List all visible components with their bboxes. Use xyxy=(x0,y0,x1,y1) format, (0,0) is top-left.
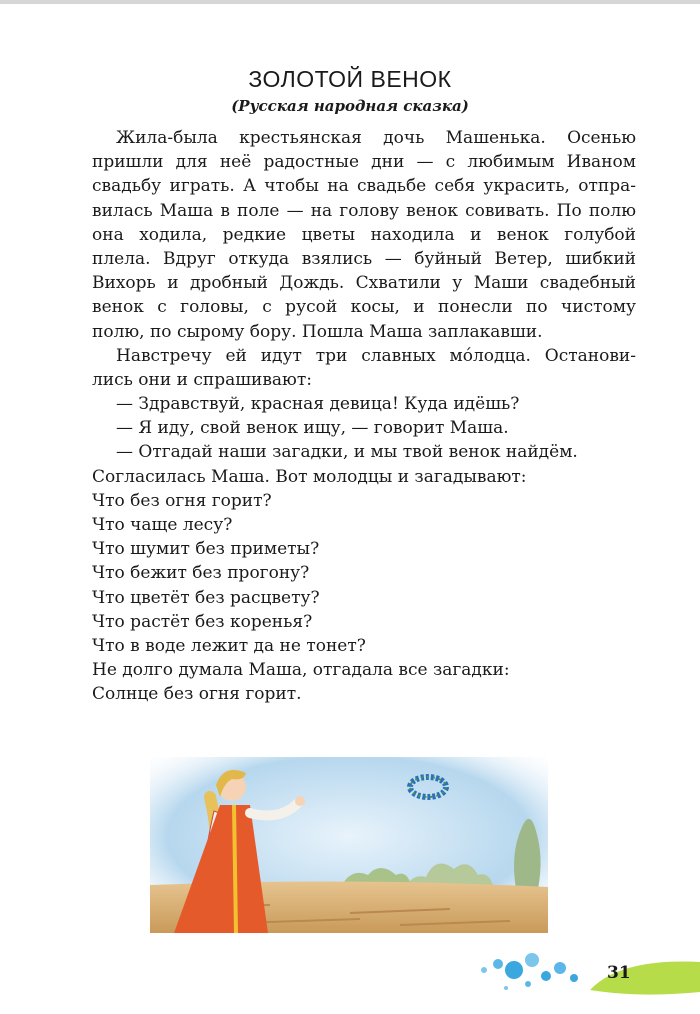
text-line: вилась Маша в поле — на голову венок совивать. По полю xyxy=(92,200,636,221)
riddle-line: Что в воде лежит да не тонет? xyxy=(92,635,366,656)
text-line: плела. Вдруг откуда взялись — буйный Ветер, шибкий xyxy=(92,248,636,269)
sarafan-pattern xyxy=(234,805,236,933)
riddle-line: Что шумит без приметы? xyxy=(92,539,320,560)
text-line: венок с головы, с русой косы, и понесли по чистому xyxy=(92,297,636,318)
text-line: Не долго думала Маша, отгадала все загадки: xyxy=(92,660,510,681)
decorative-dots xyxy=(470,948,700,1008)
text-line: она ходила, редкие цветы находила и венок голубой xyxy=(92,224,636,245)
text-line: Согласилась Маша. Вот молодцы и загадывают: xyxy=(92,466,527,487)
hand xyxy=(295,796,305,806)
top-rule xyxy=(0,0,700,4)
dialogue-line: — Я иду, свой венок ищу, — говорит Маша. xyxy=(116,418,509,439)
text-line: пришли для неё радостные дни — с любимым Иваном xyxy=(92,152,636,173)
illustration-masha-field xyxy=(150,757,548,933)
answer-line: Солнце без огня горит. xyxy=(92,684,302,705)
dialogue-line: — Здравствуй, красная девица! Куда идёшь? xyxy=(116,394,520,415)
text-line: Вихорь и дробный Дождь. Схватили у Маши свадебный xyxy=(92,273,636,294)
riddle-line: Что без огня горит? xyxy=(92,490,272,511)
page-subtitle: (Русская народная сказка) xyxy=(231,97,469,115)
riddle-line: Что растёт без коренья? xyxy=(92,611,313,632)
text-line: полю, по сырому бору. Пошла Маша заплакавши. xyxy=(92,321,543,342)
page-title: ЗОЛОТОЙ ВЕНОК xyxy=(248,66,452,92)
text-line: Навстречу ей идут три славных мóлодца. Останови- xyxy=(116,345,636,366)
text-line: свадьбу играть. А чтобы на свадьбе себя украсить, отпра- xyxy=(92,176,636,197)
text-line: Жила-была крестьянская дочь Машенька. Осенью xyxy=(116,128,636,148)
page-number: 31 xyxy=(607,963,631,983)
text-line: лись они и спрашивают: xyxy=(92,369,312,390)
dialogue-line: — Отгадай наши загадки, и мы твой венок найдём. xyxy=(116,442,578,463)
riddle-line: Что чаще лесу? xyxy=(92,515,233,535)
riddle-line: Что бежит без прогону? xyxy=(92,563,310,584)
story-text xyxy=(92,126,636,707)
riddle-line: Что цветёт без расцвету? xyxy=(92,587,320,608)
